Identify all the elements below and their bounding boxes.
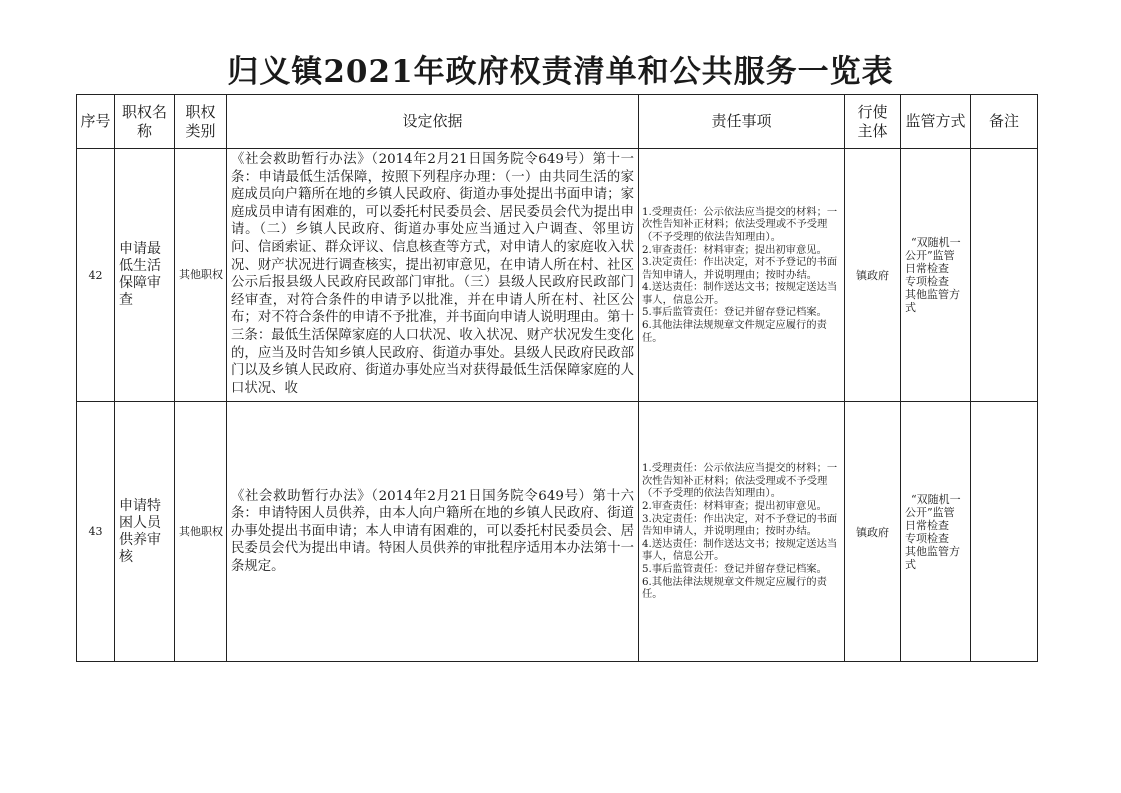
responsibility-item: 5.事后监管责任：登记并留存登记档案。 xyxy=(642,306,827,319)
row-name: 申请特困人员供养审核 xyxy=(115,402,175,662)
responsibility-item: 4.送达责任：制作送达文书；按规定送达当事人，信息公开。 xyxy=(642,281,838,306)
header-name: 职权名称 xyxy=(115,95,175,149)
table-row xyxy=(77,402,1038,662)
row-seq: 42 xyxy=(77,149,115,402)
responsibility-item: 3.决定责任：作出决定，对不予登记的书面告知申请人，并说明理由；按时办结。 xyxy=(642,256,838,281)
row-seq: 43 xyxy=(77,402,115,662)
supervision-item: “双随机一公开”监管 xyxy=(905,492,961,519)
page-title: 归义镇2021年政府权责清单和公共服务一览表 xyxy=(227,54,894,90)
row-category: 其他职权 xyxy=(175,402,227,662)
responsibility-item: 2.审查责任：材料审查；提出初审意见。 xyxy=(642,243,827,256)
row-responsibility xyxy=(639,402,845,662)
row-actor: 镇政府 xyxy=(845,402,901,662)
header-note: 备注 xyxy=(971,95,1038,149)
responsibility-item: 1.受理责任：公示依法应当提交的材料；一次性告知补正材料；依法受理或不予受理（不予受理的依法告知理由）。 xyxy=(642,462,838,500)
supervision-item: 专项检查 xyxy=(905,275,949,288)
supervision-item: 日常检查 xyxy=(905,262,949,275)
table-header-row xyxy=(77,95,1038,149)
row-supervision xyxy=(901,402,971,662)
header-supervision: 监管方式 xyxy=(901,95,971,149)
responsibility-item: 4.送达责任：制作送达文书；按规定送达当事人，信息公开。 xyxy=(642,537,838,563)
row-basis: 《社会救助暂行办法》（2014年2月21日国务院令649号）第十六条：申请特困人员供养，由本人向户籍所在地的乡镇人民政府、街道办事处提出书面申请；本人申请有困难的，可以委托村民委员会、居民委员会代为提出申请。特困人员供养的审批程序适用本办法第十一条规定。 xyxy=(227,402,639,662)
supervision-item: 其他监管方式 xyxy=(905,544,960,571)
row-responsibility xyxy=(639,149,845,402)
supervision-item: “双随机一公开”监管 xyxy=(905,236,961,262)
supervision-item: 日常检查 xyxy=(905,518,949,532)
supervision-item: 专项检查 xyxy=(905,531,949,545)
row-basis-text: 《社会救助暂行办法》（2014年2月21日国务院令649号）第十一条：申请最低生活保障，按照下列程序办理：（一）由共同生活的家庭成员向户籍所在地的乡镇人民政府、街道办事处提出书面申请；家庭成员申请有困难的，可以委托村民委员会、居民委员会代为提出申请。（二）乡镇人民政府、街道办事处应当通过入户调查、邻里访问、信函索证、群众评议、信息核查等方式，对申请人的家庭收入状况、财产状况进行调查核实，提出初审意见，在申请人所在村、社区公示后报县级人民政府民政部门审批。（三）县级人民政府民政部门经审查，对符合条件的申请予以批准，并在申请人所在村、社区公布；对不符合条件的申请不予批准，并书面向申请人说明理由。第十三条：最低生活保障家庭的人口状况、收入状况、财产状况发生变化的，应当及时告知乡镇人民政府、街道办事处。县级人民政府民政部门以及乡镇人民政府、街道办事处应当对获得最低生活保障家庭的人口状况、收 xyxy=(231,152,634,396)
row-supervision xyxy=(901,149,971,402)
table-row xyxy=(77,149,1038,402)
responsibility-item: 5.事后监管责任：登记并留存登记档案。 xyxy=(642,562,827,575)
responsibility-item: 2.审查责任：材料审查；提出初审意见。 xyxy=(642,500,827,513)
header-actor: 行使主体 xyxy=(845,95,901,149)
row-note xyxy=(971,149,1038,402)
row-note xyxy=(971,402,1038,662)
header-basis: 设定依据 xyxy=(227,95,639,149)
row-name: 申请最低生活保障审查 xyxy=(115,149,175,402)
responsibility-item: 6.其他法律法规规章文件规定应履行的责任。 xyxy=(642,319,827,344)
responsibility-table xyxy=(76,94,1038,662)
responsibility-item: 6.其他法律法规规章文件规定应履行的责任。 xyxy=(642,575,827,601)
header-responsibility: 责任事项 xyxy=(639,95,845,149)
header-seq: 序号 xyxy=(77,95,115,149)
responsibility-item: 1.受理责任：公示依法应当提交的材料；一次性告知补正材料；依法受理或不予受理（不予受理的依法告知理由）。 xyxy=(642,205,838,243)
header-category: 职权类别 xyxy=(175,95,227,149)
supervision-item: 其他监管方式 xyxy=(905,288,960,314)
row-actor: 镇政府 xyxy=(845,149,901,402)
responsibility-item: 3.决定责任：作出决定，对不予登记的书面告知申请人，并说明理由；按时办结。 xyxy=(642,512,838,538)
row-basis xyxy=(227,149,639,402)
row-category: 其他职权 xyxy=(175,149,227,402)
